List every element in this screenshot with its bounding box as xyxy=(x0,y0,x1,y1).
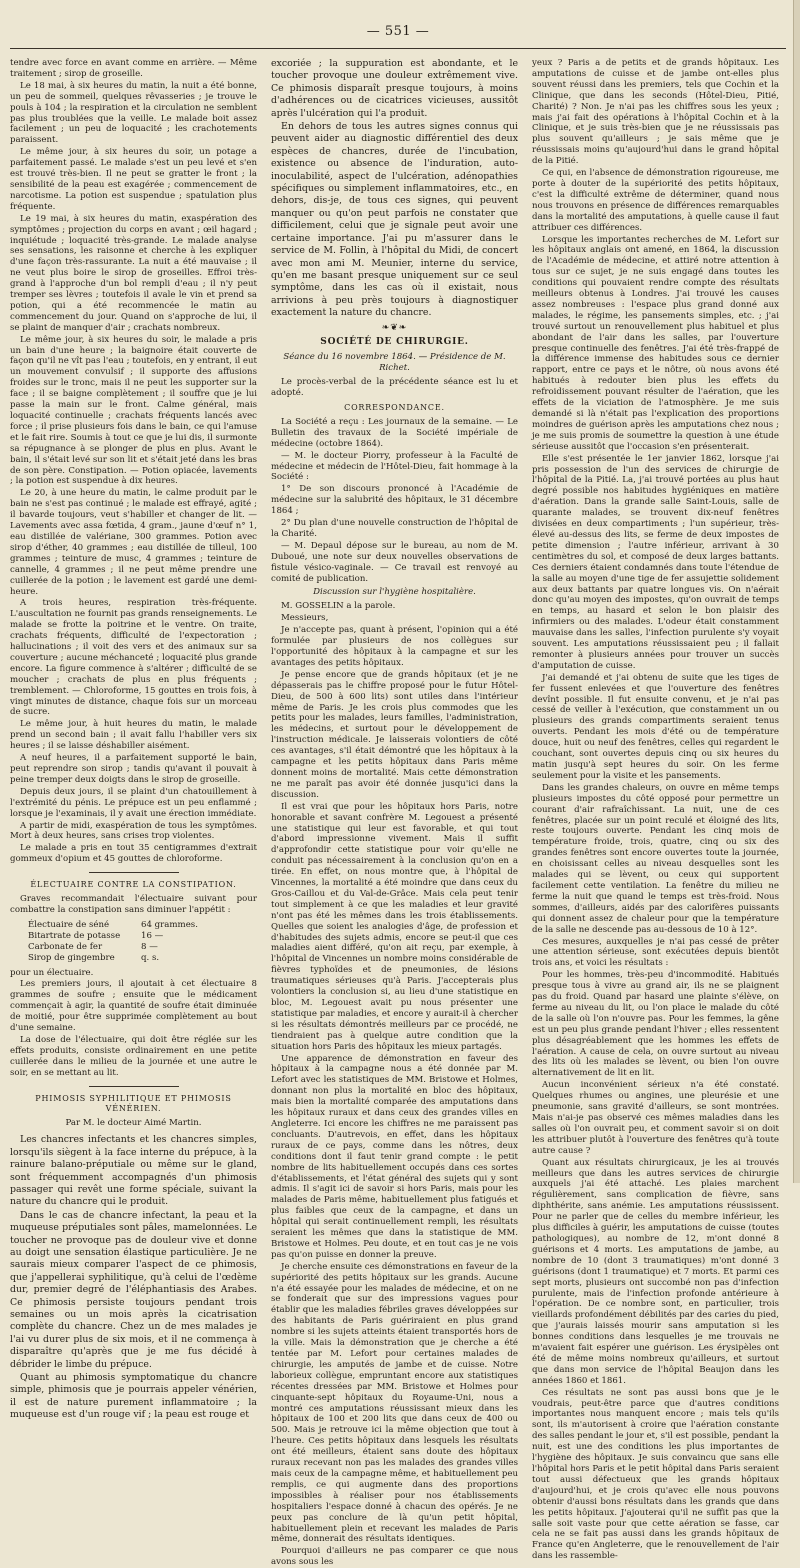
paragraph: Ce qui, en l'absence de démonstration rigoureuse, me porte à douter de la supériorité des petits hôpitaux, c'est la difficulté extrême de déterminer, quand nous nous trouvons en présence de différences remarquables dans la mortalité des amputations, à quelle cause il faut attribuer ces différences. xyxy=(532,168,779,233)
paragraph: — M. Depaul dépose sur le bureau, au nom de M. Duboué, une note sur deux nouvelles observations de fistule vésico-vaginale. — Ce travail est renvoyé au comité de publication. xyxy=(271,540,518,584)
binding-edge xyxy=(793,0,800,1183)
paragraph: A neuf heures, il a parfaitement supporté le bain, peut reprendre son sirop ; tandis qu'avant il pouvait à peine tremper deux doigts dans le sirop de groseille. xyxy=(10,753,257,785)
paragraph: Dans le cas de chancre infectant, la peau et la muqueuse préputiales sont pâles, mamelonnées. Le toucher ne provoque pas de douleur vive et donne au doigt une sensation élastique particulière. Je ne saurais mieux comparer l'aspect de ce phimosis, que j'appellerai syphilitique, qu'à celui de l'œdème dur, premier degré de l'éléphantiasis des Arabes. Ce phimosis persiste toujours pendant trois semaines ou un mois après la cicatrisation complète du chancre. Chez un de mes malades je l'ai vu durer plus de six mois, et il ne commença à disparaître qu'après que je me fus décidé à débrider le limbe du prépuce. xyxy=(10,1209,257,1370)
paragraph: Le 18 mai, à six heures du matin, la nuit a été bonne, un peu de sommeil, quelques rêvasseries ; je trouve le pouls à 104 ; la respiration et la circulation ne semblent pas plus troublées que la veille. Le malade boit assez facilement ; un peu de loquacité ; les crachotements paraissent. xyxy=(10,80,257,146)
paragraph: Le même jour, à six heures du soir, un potage a parfaitement passé. Le malade s'est un peu levé et s'en est trouvé très-bien. Il ne peut se gratter le front ; la sensibilité de la peau est exagérée ; commencement de narcotisme. La potion est suspendue ; spatulation plus fréquente. xyxy=(10,147,257,212)
paragraph: Graves recommandait l'électuaire suivant pour combattre la constipation sans diminuer l'appétit : xyxy=(10,894,257,915)
paragraph: Je cherche ensuite ces démonstrations en faveur de la supériorité des petits hôpitaux sur les grands. Aucune n'a été essayée pour les malades de médecine, et on ne se fonderait que sur des impressions vagues pour établir que les maladies fébriles graves développées sur des habitants de Paris guériraient en plus grand nombre si les sujets atteints étaient transportés hors de la ville. Mais la démonstration que je cherche a été tentée par M. Lefort pour certaines malades de chirurgie, les amputés de jambe et de cuisse. Notre laborieux collègue, empruntant encore aux statistiques récentes dressées par MM. Bristowe et Holmes pour cinquante-sept hôpitaux du Royaume-Uni, nous a montré ces amputations réussissant mieux dans les hôpitaux de 100 et 200 lits que dans ceux de 400 ou 500. Mais je retrouve ici la même objection que tout à l'heure. Ces petits hôpitaux dans lesquels les résultats ont été meilleurs, étaient sans doute des hôpitaux ruraux recevant non pas les malades des grandes villes mais ceux de la campagne même, et habituellement peu remplis, ce qui augmente dans des proportions impossibles à réaliser pour nos établissements hospitaliers l'espace donné à chacun des opérés. Je ne peux pas conclure de là qu'un petit hôpital, habituellement plein et recevant les malades de Paris même, donnerait des résultats identiques. xyxy=(271,1261,518,1545)
paragraph: Ces résultats ne sont pas aussi bons que je le voudrais, peut-être parce que d'autres conditions importantes nous manquent encore ; mais tels qu'ils sont, ils m'autorisent à croire que l'aération constante des salles pendant le jour et, s'il est possible, pendant la nuit, est une des conditions les plus importantes de l'hygiène des hôpitaux. Je suis convaincu que sans elle l'hôpital hors Paris et le petit hôpital dans Paris seraient tout aussi défectueux que les grands hôpitaux d'aujourd'hui, et je crois qu'avec elle nous pouvons obtenir d'aussi bons résultats dans les grands que dans les petits hôpitaux. J'ajouterai qu'il ne suffit pas que la salle soit vaste pour que cette aération se fasse, car cela ne se fait pas aussi dans les grands hôpitaux de France qu'en Angleterre, que le renouvellement de l'air dans les rassemble- xyxy=(532,1387,779,1562)
paragraph: La Société a reçu : Les journaux de la semaine. — Le Bulletin des travaux de la Société impériale de médecine (octobre 1864). xyxy=(271,416,518,449)
author-byline: Par M. le docteur Aimé Martin. xyxy=(65,1118,202,1129)
paragraph: Le 20, à une heure du matin, le calme produit par le bain ne s'est pas continué ; le malade est effrayé, agité ; il bavarde toujours, veut s'habiller et changer de lit. — Lavements avec assa fœtida, 4 gram., jaune d'œuf n° 1, eau distillée de valériane, 300 grammes. Potion avec sirop d'éther, 40 grammes ; eau distillée de tilleul, 100 grammes ; teinture de musc, 4 grammes ; teinture de cannelle, 4 grammes ; il ne peut même prendre une cuillerée de la potion ; le lavement est gardé une demi-heure. xyxy=(10,488,257,597)
column-left xyxy=(10,58,257,1421)
paragraph: Pour les hommes, très-peu d'incommodité. Habitués presque tous à vivre au grand air, ils ne se plaignent pas du froid. Quand par hasard une plainte s'élève, on ferme au niveau du lit, ou l'on place le malade du côté de la salle où l'on n'ouvre pas. Pour les femmes, la gêne est un peu plus grande pendant l'hiver ; elles ressentent plus désagréablement que les hommes les effets de l'aération. A cause de cela, on ouvre surtout au niveau des lits où les malades se lèvent, ou bien l'on ouvre alternativement de lit en lit. xyxy=(532,970,779,1079)
section-heading-societe: SOCIÉTÉ DE CHIRURGIE. xyxy=(320,337,469,348)
paragraph: Il est vrai que pour les hôpitaux hors Paris, notre honorable et savant confrère M. Legouest a présenté une statistique qui leur est favorable, et qui tout d'abord impressionne vivement. Mais il suffit d'approfondir cette statistique pour voir qu'elle ne conduit pas nécessairement à la conclusion qu'on en a tirée. En effet, on nous montre que, à l'hôpital de Vincennes, la mortalité a été moindre que dans ceux du Gros-Caillou et du Val-de-Grâce. Mais cela peut tenir tout simplement à ce que les maladies et leur gravité n'ont pas été les mêmes dans les trois établissements. Quelles que soient les analogies d'âge, de profession et d'habitudes des sujets admis, encore se peut-il que ces maladies aient différé, qu'on ait reçu, par exemple, à l'hôpital de Vincennes un nombre moins considérable de fièvres typhoïdes et de pneumonies, de lésions traumatiques sérieuses qu'à Paris. J'accepterais plus volontiers la conclusion si, au lieu d'une statistique en bloc, M. Legouest avait pu nous présenter une statistique par maladies, et encore y aurait-il à chercher si les résultats démontrés meilleurs par ce procédé, ne tiendraient pas à quelque autre condition que la situation hors Paris des hôpitaux les mieux partagés. xyxy=(271,801,518,1052)
section-divider xyxy=(89,1086,179,1087)
column-middle xyxy=(271,58,518,1568)
paragraph: Le même jour, à six heures du soir, le malade a pris un bain d'une heure ; la baignoire était couverte de façon qu'il ne vît pas l'eau ; toutefois, en y entrant, il eut un mouvement convulsif ; il supporte des affusions froides sur le tronc, mais il ne peut les supporter sur la face ; il se baigne complètement ; il souffre que je lui passe la main sur le front. Calme général, mais loquacité continuelle ; crachats fréquents lancés avec force ; il prise plusieurs fois dans le bain, ce qui l'amuse et le fait rire. Soumis à tout ce que je lui dis, il surmonte sa répugnance à se plonger de plus en plus. Avant le bain, il s'était levé sur son lit et s'était jeté dans les bras de son père. Constipation. — Potion opiacée, lavements ; la potion est suspendue à dix heures. xyxy=(10,334,257,487)
paragraph: J'ai demandé et j'ai obtenu de suite que les tiges de fer fussent enlevées et que l'ouverture des fenêtres devînt possible. Il fut ensuite convenu, et je n'ai pas cessé de veiller à l'exécution, que constamment un ou plusieurs des grands compartiments seraient tenus ouverts. Pendant les mois d'été ou de température douce, huit ou neuf des fenêtres, celles qui regardent le couchant, sont ouvertes depuis cinq ou six heures du matin jusqu'à sept heures du soir. On les ferme seulement pour la visite et les pansements. xyxy=(532,672,779,781)
paragraph: En dehors de tous les autres signes connus qui peuvent aider au diagnostic différentiel des deux espèces de chancres, durée de l'incubation, existence ou absence de l'induration, auto-inoculabilité, aspect de l'ulcération, adénopathies spécifiques ou simplement inflammatoires, etc., en dehors, dis-je, de tous ces signes, qui peuvent manquer ou qu'on peut parfois ne constater que difficilement, celui que je signale peut avoir une certaine importance. J'ai pu m'assurer dans le service de M. Follin, à l'hôpital du Midi, de concert avec mon ami M. Meunier, interne du service, qu'en me basant presque uniquement sur ce seul symptôme, dans les cas où il existait, nous arrivions à peu près toujours à diagnostiquer exactement la nature du chancre. xyxy=(271,121,518,319)
recipe-quantity: q. s. xyxy=(141,952,160,963)
seance-line: Séance du 16 novembre 1864. — Présidence de M. Richet. xyxy=(283,352,506,374)
paragraph: Quant au phimosis symptomatique du chancre simple, phimosis que je pourrais appeler vénérien, il est de nature purement inflammatoire ; la muqueuse est d'un rouge vif ; la peau est rouge et xyxy=(10,1372,257,1421)
paragraph: 2° Du plan d'une nouvelle construction de l'hôpital de la Charité. xyxy=(271,518,518,539)
paragraph: tendre avec force en avant comme en arrière. — Même traitement ; sirop de groseille. xyxy=(10,58,257,79)
recipe-ingredient: Carbonate de fer xyxy=(28,941,103,952)
page-number: — 551 — xyxy=(366,24,430,39)
paragraph: Les chancres infectants et les chancres simples, lorsqu'ils siègent à la face interne du prépuce, à la rainure balano-préputiale ou même sur le gland, sont fréquemment accompagnés d'un phimosis passager qui revêt une forme spéciale, suivant la nature du chancre qui le produit. xyxy=(10,1134,257,1208)
paragraph: pour un électuaire. xyxy=(10,967,94,978)
paragraph: Le procès-verbal de la précédente séance est lu et adopté. xyxy=(271,377,518,399)
recipe-item xyxy=(28,931,257,942)
paragraph: excoriée ; la suppuration est abondante, et le toucher provoque une douleur extrêmement vive. Ce phimosis disparaît presque toujours, à moins d'adhérences ou de cicatrices vicieuses, aussitôt après l'ulcération qui l'a produit. xyxy=(271,58,518,119)
page-header xyxy=(10,14,786,54)
recipe-ingredient: Électuaire de séné xyxy=(28,919,110,930)
paragraph: A trois heures, respiration très-fréquente. L'auscultation ne fournit pas grands renseignements. Le malade se frotte la poitrine et le ventre. On traite, crachats fréquents, difficulté de l'expectoration ; hallucinations ; il voit des vers et des animaux sur sa couverture ; aucune méchanceté ; loquacité plus grande encore. La figure commence à s'altérer ; difficulté de se moucher ; crachats de plus en plus fréquents ; tremblement. — Chloroforme, 15 gouttes en trois fois, à vingt minutes de distance, chaque fois sur un morceau de sucre. xyxy=(10,598,257,718)
correspondance-heading: CORRESPONDANCE. xyxy=(344,402,445,412)
recipe-ingredient: Bitartrate de potasse xyxy=(28,930,121,941)
paragraph: Je pense encore que de grands hôpitaux (et je ne dépasserais pas le chiffre proposé pour le futur Hôtel-Dieu, de 500 à 600 lits) sont utiles dans l'intérieur même de Paris. Je les crois plus commodes que les petits pour les malades, leurs familles, l'administration, les médecins, et surtout pour le développement de l'instruction médicale. Je laisserais volontiers de côté ces avantages, s'il était démontré que les hôpitaux à la campagne et les petits hôpitaux dans Paris même donnent moins de mortalité. Mais cette démonstration ne me paraît pas avoir été donnée jusqu'ici dans la discussion. xyxy=(271,669,518,800)
paragraph: Elle s'est présentée le 1er janvier 1862, lorsque j'ai pris possession de l'un des services de chirurgie de l'hôpital de la Pitié. La, j'ai trouvé portées au plus haut degré possible nos habitudes hygiéniques en matière d'aération. Dans la grande salle Saint-Louis, salle de quarante malades, se trouvent dix-neuf fenêtres divisées en deux compartiments ; l'un supérieur, très-élevé au-dessus des lits, se ferme de deux impostes de petite dimension ; l'autre inférieur, arrivant à 30 centimètres du sol, et composé de deux larges battants. Ces derniers étaient condamnés dans toute l'étendue de la salle au moyen d'une tige de fer assujettie solidement aux deux battants par quatre longues vis. On n'aérait donc qu'au moyen des impostes, qu'on ouvrait de temps en temps, au hasard et selon le bon plaisir des infirmiers ou des malades. L'odeur était constamment mauvaise dans les salles, l'infection purulente s'y voyait souvent. Les amputations réussissaient peu ; il fallait remonter à plusieurs années pour trouver un succès d'amputation de cuisse. xyxy=(532,453,779,671)
paragraph: — M. le docteur Piorry, professeur à la Faculté de médecine et médecin de l'Hôtel-Dieu, fait hommage à la Société : xyxy=(271,450,518,483)
paragraph: Le malade a pris en tout 35 centigrammes d'extrait gommeux d'opium et 45 gouttes de chloroforme. xyxy=(10,843,257,865)
recipe-list xyxy=(28,920,257,964)
paragraph: Dans les grandes chaleurs, on ouvre en même temps plusieurs impostes du côté opposé pour permettre un courant d'air rafraîchissant. La nuit, une de ces fenêtres, placée sur un point reculé et éloigné des lits, reste toujours ouverte. Pendant les cinq mois de température froide, trois, quatre, cinq ou six des grandes fenêtres sont encore ouvertes toute la journée, en choisissant celles au niveau desquelles sont les malades qui se lèvent, ou ceux qui supportent facilement cette ventilation. La fenêtre du milieu ne ferme la nuit que quand le temps est très-froid. Nous sommes, d'ailleurs, aidés par des calorifères puissants qui donnent assez de chaleur pour que la température de la salle ne descende pas au-dessous de 10 à 12°. xyxy=(532,782,779,935)
column-right xyxy=(532,58,779,1562)
section-heading-phimosis: PHIMOSIS SYPHILITIQUE ET PHIMOSIS VÉNÉRIEN. xyxy=(35,1093,232,1114)
paragraph: Je n'accepte pas, quant à présent, l'opinion qui a été formulée par plusieurs de nos collègues sur l'opportunité des hôpitaux à la campagne et sur les avantages des petits hôpitaux. xyxy=(271,625,518,668)
paragraph: Pourquoi d'ailleurs ne pas comparer ce que nous avons sous les xyxy=(271,1546,518,1568)
speaker-line: M. GOSSELIN a la parole. xyxy=(281,601,396,612)
paragraph: Le 19 mai, à six heures du matin, exaspération des symptômes ; projection du corps en avant ; œil hagard ; inquiétude ; loquacité très-grande. Le malade analyse ses sensations, les raisonne et cherche à les expliquer d'une façon très-rassurante. La nuit a été mauvaise ; il ne veut plus boire le sirop de groseilles. Effroi très-grand à l'approche d'un bol rempli d'eau ; il n'y peut tremper ses lèvres ; toutefois il avale le vin et prend sa potion, qui a été recommencée le matin au commencement du jour. Quand on s'approche de lui, il se plaint de manquer d'air ; crachats nombreux. xyxy=(10,213,257,333)
recipe-quantity: 8 — xyxy=(141,941,158,952)
paragraph: Une apparence de démonstration en faveur des hôpitaux à la campagne nous a été donnée par M. Lefort avec les statistiques de MM. Bristowe et Holmes, donnant non plus la mortalité en bloc des hôpitaux, mais bien la mortalité comparée des amputations dans les hôpitaux ruraux et dans ceux des grandes villes en Angleterre. Ici encore les chiffres ne me paraissent pas concluants. D'autrevois, en effet, dans les hôpitaux ruraux de ce pays, comme dans les nôtres, deux conditions dont il faut tenir grand compte : le petit nombre de lits habituellement occupés dans ces sortes d'établissements, et l'état général des sujets qui y sont admis. Il s'agit ici de savoir si hors Paris, mais pour les malades de Paris même, habituellement plus fatigués et plus faibles que ceux de la campagne, et dans un hôpital qui serait continuellement rempli, les résultats seraient les mêmes que dans la statistique de MM. Bristowe et Holmes. Peu doute, et en tout cas je ne vois pas qu'on puisse en donner la preuve. xyxy=(271,1053,518,1260)
recipe-item xyxy=(28,953,257,964)
section-heading-electuaire: ÉLECTUAIRE CONTRE LA CONSTIPATION. xyxy=(30,880,237,890)
paragraph: La dose de l'électuaire, qui doit être réglée sur les effets produits, consiste ordinairement en une petite cuillerée dans le milieu de la journée et une autre le soir, en se mettant au lit. xyxy=(10,1034,257,1078)
paragraph: yeux ? Paris a de petits et de grands hôpitaux. Les amputations de cuisse et de jambe ont-elles plus souvent réussi dans les premiers, tels que Cochin et la Clinique, que dans les seconds (Hôtel-Dieu, Pitié, Charité) ? Non. Je n'ai pas les chiffres sous les yeux ; mais j'ai fait des opérations à l'hôpital Cochin et à la Clinique, et je suis très-bien que je ne réussissais pas plus souvent qu'ailleurs ; je sais même que je réussissais moins qu'aujourd'hui dans le grand hôpital de la Pitié. xyxy=(532,58,779,167)
paragraph: Quant aux résultats chirurgicaux, je les ai trouvés meilleurs que dans les autres services de chirurgie auxquels j'ai été attaché. Les plaies marchent régulièrement, sans complication de fièvre, sans diphthérite, sans anémie. Les amputations réussissent. Pour ne parler que de celles du membre inférieur, les plus difficiles à guérir, les amputations de cuisse (toutes pathologiques), au nombre de 12, m'ont donné 8 guérisons et 4 morts. Les amputations de jambe, au nombre de 10 (dont 3 traumatiques) m'ont donné 3 guérisons (dont 1 traumatique) et 7 morts. Et parmi ces sept morts, plusieurs ont succombé non pas d'infection purulente, mais de l'infection profonde antérieure à l'opération. De ce nombre sont, en particulier, trois vieillards profondément débilités par des caries du pied, que j'aurais laissés mourir sans amputation si les bonnes conditions dans lesquelles je me trouvais ne m'avaient fait espérer une guérison. Les érysipèles ont été de même moins nombreux qu'ailleurs, et surtout que dans mon service de l'hôpital Beaujon dans les années 1860 et 1861. xyxy=(532,1157,779,1386)
ornament-divider: ❧❦❧ xyxy=(381,322,408,333)
section-divider xyxy=(89,872,179,873)
paragraph: Le même jour, à huit heures du matin, le malade prend un second bain ; il avait fallu l'habiller vers six heures ; il se laisse déshabiller aisément. xyxy=(10,719,257,752)
recipe-quantity: 64 grammes. xyxy=(141,919,198,930)
paragraph: Lorsque les importantes recherches de M. Lefort sur les hôpitaux anglais ont amené, en 1864, la discussion de l'Académie de médecine, et attiré notre attention à tous sur ce sujet, je ne suis engagé dans toutes les conditions qui pouvaient rendre compte des résultats meilleurs obtenus à Londres. J'ai trouvé les causes assez nombreuses : l'espace plus grand donné aux malades, le régime, les pansements simples, etc. ; j'ai trouvé surtout un renouvellement plus habituel et plus abondant de l'air dans les salles, par l'ouverture presque continuelle des fenêtres. J'ai été très-frappé de la différence immense des habitudes sous ce dernier rapport, entre ce pays et le nôtre, où nous avons été habitués à redouter bien plus les effets du refroidissement pouvant résulter de l'aération, que les effets de la viciation de l'atmosphère. Je me suis demandé si là n'était pas l'explication des proportions moindres de guérison après les amputations chez nous ; je me suis promis de soumettre la question à une étude sérieuse aussitôt que l'occasion s'en présenterait. xyxy=(532,234,779,452)
paragraph: Les premiers jours, il ajoutait à cet électuaire 8 grammes de soufre ; ensuite que le médicament commençait à agir, la quantité de soufre était diminuée de moitié, pour être supprimée complètement au bout d'une semaine. xyxy=(10,979,257,1034)
header-rule xyxy=(10,48,786,49)
paragraph: Depuis deux jours, il se plaint d'un chatouillement à l'extrémité du pénis. Le prépuce est un peu enflammé ; lorsque je l'examinais, il y avait une érection immédiate. xyxy=(10,786,257,819)
paragraph: Aucun inconvénient sérieux n'a été constaté. Quelques rhumes ou angines, une pleurésie et une pneumonie, sans gravité d'ailleurs, se sont montrées. Mais n'ai-je pas observé ces mêmes maladies dans les salles où l'on ouvrait peu, et comment savoir si on doit les attribuer plutôt à l'ouverture des fenêtres qu'à toute autre cause ? xyxy=(532,1080,779,1156)
recipe-quantity: 16 — xyxy=(141,930,164,941)
paragraph: 1° De son discours prononcé à l'Académie de médecine sur la salubrité des hôpitaux, le 31 décembre 1864 ; xyxy=(271,484,518,517)
paragraph: Ces mesures, auxquelles je n'ai pas cessé de prêter une attention sérieuse, sont exécutées depuis bientôt trois ans, et voici les résultats : xyxy=(532,936,779,969)
recipe-ingredient: Sirop de gingembre xyxy=(28,952,115,963)
salutation: Messieurs, xyxy=(281,613,329,624)
paragraph: A partir de midi, exaspération de tous les symptômes. Mort à deux heures, sans crises trop violentes. xyxy=(10,820,257,842)
recipe-item xyxy=(28,942,257,953)
recipe-item xyxy=(28,920,257,931)
discussion-heading: Discussion sur l'hygiène hospitalière. xyxy=(313,587,476,598)
